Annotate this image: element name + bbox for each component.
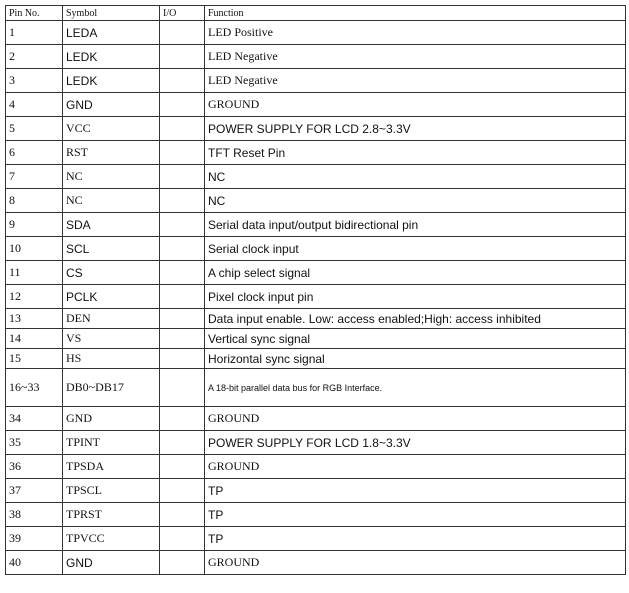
pin-io [160,503,205,527]
pin-function: Serial data input/output bidirectional pin [205,213,626,237]
header-row [6,6,626,21]
pin-io [160,349,205,369]
pin-function: Data input enable. Low: access enabled;High: access inhibited [205,309,626,329]
pin-symbol: GND [63,407,160,431]
table-row [6,45,626,69]
header-pin: Pin No. [6,6,63,21]
pin-io [160,309,205,329]
pin-io [160,329,205,349]
table-row [6,551,626,575]
table-row [6,237,626,261]
pin-symbol: NC [63,189,160,213]
pin-function: LED Negative [205,69,626,93]
pin-io [160,261,205,285]
pin-number: 16~33 [6,369,63,407]
pin-function: Vertical sync signal [205,329,626,349]
pin-number: 14 [6,329,63,349]
pin-number: 4 [6,93,63,117]
pin-io [160,189,205,213]
pin-io [160,45,205,69]
table-row [6,407,626,431]
pin-number: 8 [6,189,63,213]
pin-function: TP [205,527,626,551]
table-row [6,349,626,369]
pin-symbol: GND [63,93,160,117]
pin-symbol: SDA [63,213,160,237]
pin-io [160,285,205,309]
table-row [6,285,626,309]
pin-function: GROUND [205,93,626,117]
pin-function: GROUND [205,407,626,431]
pin-symbol: LEDK [63,69,160,93]
table-row [6,117,626,141]
pin-function: Horizontal sync signal [205,349,626,369]
pin-symbol: SCL [63,237,160,261]
pin-io [160,141,205,165]
pin-symbol: CS [63,261,160,285]
pin-number: 3 [6,69,63,93]
pin-io [160,479,205,503]
pin-function: TP [205,503,626,527]
table-row [6,431,626,455]
pin-number: 13 [6,309,63,329]
table-row [6,369,626,407]
pin-symbol: GND [63,551,160,575]
pin-function: GROUND [205,455,626,479]
pin-function: POWER SUPPLY FOR LCD 1.8~3.3V [205,431,626,455]
pin-number: 39 [6,527,63,551]
pin-symbol: VCC [63,117,160,141]
pin-symbol: PCLK [63,285,160,309]
pin-number: 11 [6,261,63,285]
pin-number: 40 [6,551,63,575]
pin-function: LED Negative [205,45,626,69]
pin-io [160,165,205,189]
pin-symbol: TPINT [63,431,160,455]
pin-io [160,21,205,45]
pin-number: 12 [6,285,63,309]
pin-function: NC [205,189,626,213]
table-row [6,261,626,285]
pin-number: 7 [6,165,63,189]
table-row [6,503,626,527]
table-row [6,141,626,165]
header-symbol: Symbol [63,6,160,21]
table-row [6,165,626,189]
header-io: I/O [160,6,205,21]
table-row [6,189,626,213]
pin-function: POWER SUPPLY FOR LCD 2.8~3.3V [205,117,626,141]
pin-symbol: DEN [63,309,160,329]
table-row [6,527,626,551]
pin-symbol: LEDK [63,45,160,69]
pin-symbol: RST [63,141,160,165]
pin-number: 5 [6,117,63,141]
pin-function: TP [205,479,626,503]
table-row [6,93,626,117]
pin-symbol: VS [63,329,160,349]
pin-function: Serial clock input [205,237,626,261]
pin-io [160,551,205,575]
pin-symbol: TPSCL [63,479,160,503]
pin-number: 37 [6,479,63,503]
table-row [6,455,626,479]
pin-function: Pixel clock input pin [205,285,626,309]
table-row [6,329,626,349]
pin-number: 35 [6,431,63,455]
pin-function: A 18-bit parallel data bus for RGB Interface. [205,369,626,407]
pin-number: 36 [6,455,63,479]
pin-symbol: DB0~DB17 [63,369,160,407]
pin-symbol: TPRST [63,503,160,527]
pin-number: 38 [6,503,63,527]
pin-symbol: TPSDA [63,455,160,479]
pin-io [160,527,205,551]
pin-function: NC [205,165,626,189]
pin-function: GROUND [205,551,626,575]
pin-function: LED Positive [205,21,626,45]
pin-number: 9 [6,213,63,237]
pin-function: A chip select signal [205,261,626,285]
table-row [6,69,626,93]
pin-io [160,369,205,407]
table-row [6,213,626,237]
pin-number: 1 [6,21,63,45]
pin-io [160,117,205,141]
header-function: Function [205,6,626,21]
pin-number: 34 [6,407,63,431]
pin-number: 2 [6,45,63,69]
pin-symbol: LEDA [63,21,160,45]
pin-io [160,455,205,479]
pin-table [5,5,626,575]
pin-number: 6 [6,141,63,165]
pin-symbol: TPVCC [63,527,160,551]
pin-symbol: NC [63,165,160,189]
table-row [6,479,626,503]
pin-io [160,407,205,431]
table-row [6,309,626,329]
pin-function: TFT Reset Pin [205,141,626,165]
pin-number: 10 [6,237,63,261]
pin-number: 15 [6,349,63,369]
table-row [6,21,626,45]
pin-symbol: HS [63,349,160,369]
pin-io [160,431,205,455]
pin-io [160,69,205,93]
pin-io [160,237,205,261]
pin-io [160,93,205,117]
pin-io [160,213,205,237]
